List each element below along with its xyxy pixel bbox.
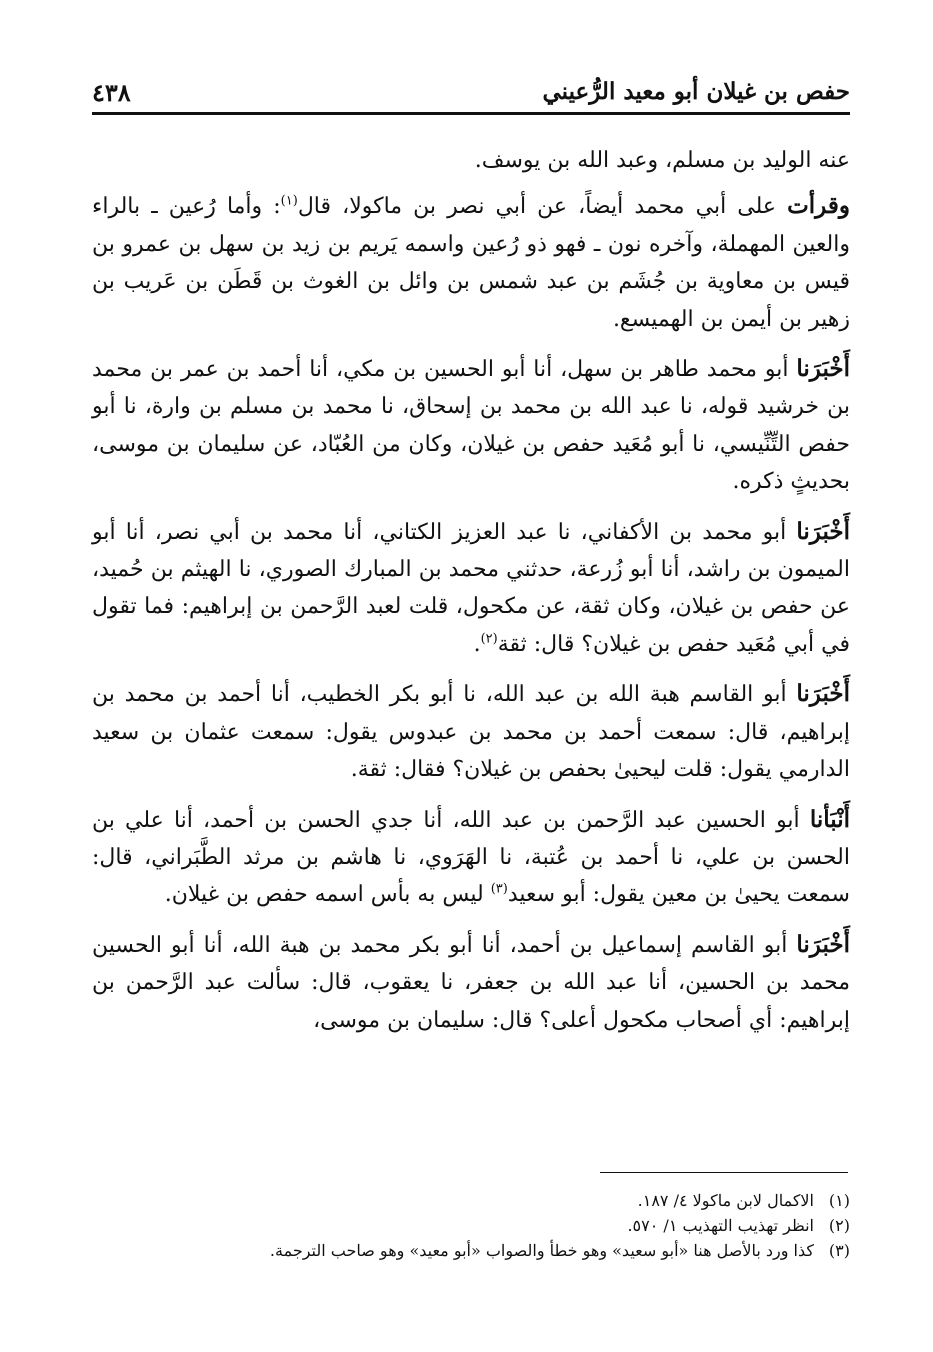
- paragraph-keyword: أَنْبَأنا: [809, 805, 850, 833]
- footnote-reference[interactable]: (١): [280, 194, 298, 210]
- paragraph-text-continued: ليس به بأس اسمه حفص بن غيلان.: [164, 882, 491, 908]
- paragraph: [92, 142, 850, 179]
- paragraph-text-continued: : وأما رُعين ـ بالراء والعين المهملة، وآخره نون ـ فهو ذو رُعين واسمه يَريم بن زيد بن سهل بن عمرو بن قيس بن معاوية بن جُشَم بن عبد شمس بن وائل بن الغوث بن قَطَن بن عَريب بن زهير بن أيمن بن الهميسع.: [92, 194, 850, 332]
- footnote-text: الاكمال لابن ماكولا ٤/ ١٨٧.: [637, 1191, 814, 1210]
- paragraph-keyword: أَخْبَرَنا: [796, 355, 850, 383]
- paragraph-text: أبو محمد بن الأكفاني، نا عبد العزيز الكتاني، أنا محمد بن أبي نصر، أنا أبو الميمون بن راشد، أنا أبو زُرعة، حدثني محمد بن المبارك الصوري، نا الهيثم بن حُميد، عن حفص بن غيلان، وكان ثقة، عن مكحول، قلت لعبد الرَّحمن بن إبراهيم: فما تقول في أبي مُعَيد حفص بن غيلان؟ قال: ثقة: [92, 519, 850, 657]
- footnote-number: (٢): [828, 1216, 850, 1235]
- header-divider: [92, 112, 850, 115]
- running-header: [92, 78, 850, 112]
- paragraph: [92, 926, 850, 1039]
- paragraph-keyword: أَخْبَرَنا: [796, 680, 850, 708]
- footnote-text: انظر تهذيب التهذيب ١/ ٥٧٠.: [627, 1216, 814, 1235]
- footnote-reference[interactable]: (٣): [490, 881, 508, 897]
- footnote-divider: [600, 1172, 848, 1173]
- paragraph: [92, 513, 850, 664]
- footnote: [92, 1213, 850, 1238]
- paragraph-text: أبو محمد طاهر بن سهل، أنا أبو الحسين بن مكي، أنا أحمد بن عمر بن محمد بن خرشيد قوله، نا عبد الله بن محمد بن إسحاق، نا محمد بن مسلم بن وارة، نا أبو حفص التِّنِّيسي، نا أبو مُعَيد حفص بن غيلان، وكان من العُبّاد، عن سليمان بن موسى، بحديثٍ ذكره.: [92, 357, 850, 495]
- footnotes: [92, 1188, 850, 1263]
- paragraph-keyword: أَخْبَرَنا: [796, 517, 850, 545]
- page-number: ٤٣٨: [92, 78, 131, 107]
- paragraph: [92, 187, 850, 338]
- header-title: حفص بن غيلان أبو معيد الرُّعيني: [542, 78, 850, 105]
- paragraph-text: أبو الحسين عبد الرَّحمن بن عبد الله، أنا جدي الحسن بن أحمد، أنا علي بن الحسن بن علي، نا أحمد بن عُتبة، نا الهَرَوي، نا هاشم بن مرثد الطَّبَراني، قال: سمعت يحيىٰ بن معين يقول: أبو سعيد: [92, 807, 850, 908]
- footnote-number: (٣): [828, 1241, 850, 1260]
- paragraph: [92, 675, 850, 788]
- paragraph-text-continued: .: [473, 631, 481, 657]
- paragraph-keyword: أَخْبَرَنا: [796, 930, 850, 958]
- footnote-text: كذا ورد بالأصل هنا «أبو سعيد» وهو خطأ والصواب «أبو معيد» وهو صاحب الترجمة.: [269, 1241, 814, 1260]
- paragraph-text: عنه الوليد بن مسلم، وعبد الله بن يوسف.: [474, 148, 850, 173]
- paragraph-text: أبو القاسم إسماعيل بن أحمد، أنا أبو بكر محمد بن هبة الله، أنا أبو الحسين محمد بن الحسين، أنا عبد الله بن جعفر، نا يعقوب، قال: سألت عبد الرَّحمن بن إبراهيم: أي أصحاب مكحول أعلى؟ قال: سليمان بن موسى،: [92, 932, 850, 1033]
- paragraph-text: على أبي محمد أيضاً، عن أبي نصر بن ماكولا، قال: [297, 194, 788, 220]
- paragraph: [92, 350, 850, 501]
- main-text: [92, 142, 850, 1051]
- paragraph-text: أبو القاسم هبة الله بن عبد الله، نا أبو بكر الخطيب، أنا أحمد بن محمد بن إبراهيم، قال: سمعت أحمد بن محمد بن عبدوس يقول: سمعت عثمان بن سعيد الدارمي يقول: قلت ليحيىٰ بحفص بن غيلان؟ فقال: ثقة.: [92, 682, 850, 783]
- footnote-reference[interactable]: (٢): [480, 631, 498, 647]
- paragraph: [92, 801, 850, 914]
- footnote-number: (١): [828, 1191, 850, 1210]
- footnote: [92, 1188, 850, 1213]
- paragraph-keyword: وقرأت: [787, 192, 850, 220]
- footnote: [92, 1238, 850, 1263]
